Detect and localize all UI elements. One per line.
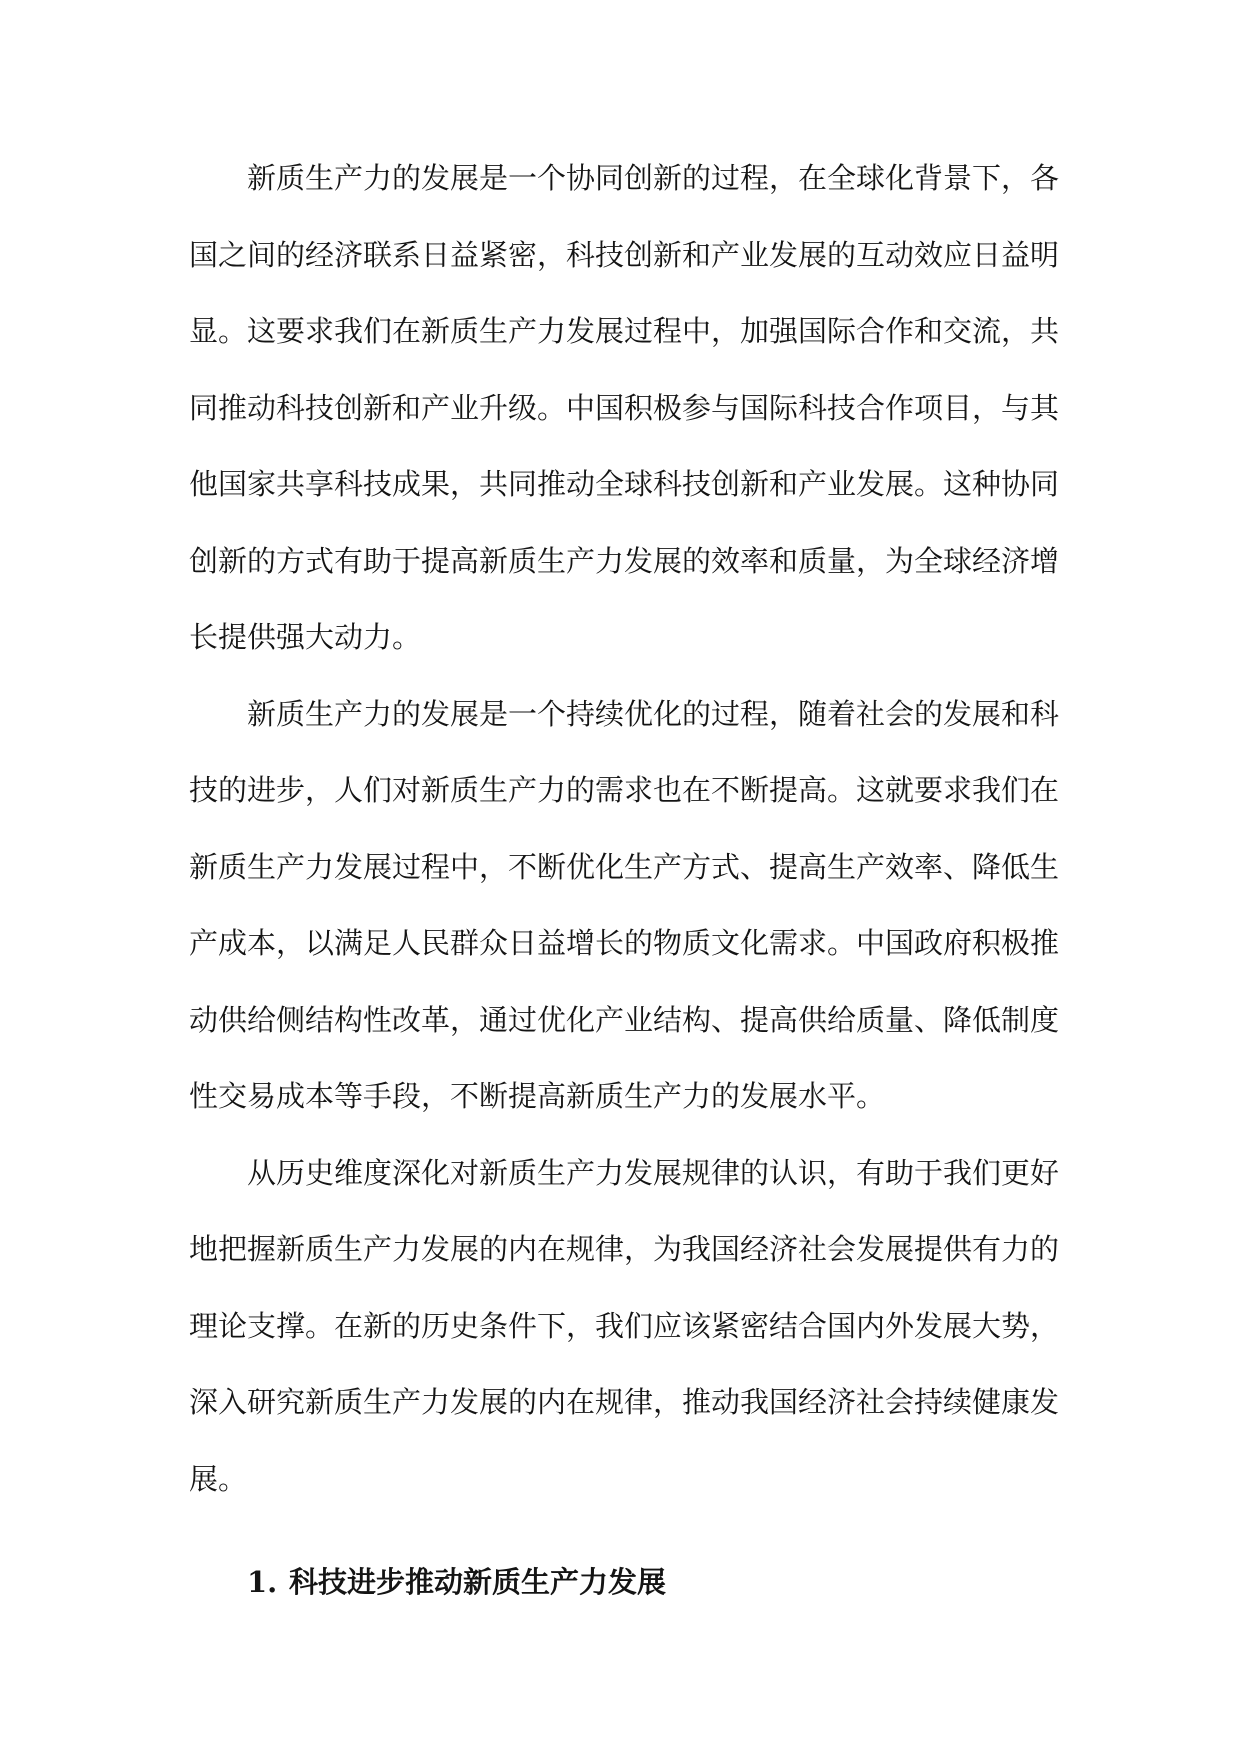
- section-title: 科技进步推动新质生产力发展: [289, 1565, 667, 1599]
- paragraph-line: 国之间的经济联系日益紧密，科技创新和产业发展的互动效应日益明: [189, 237, 1060, 272]
- paragraph-line: 理论支撑。在新的历史条件下，我们应该紧密结合国内外发展大势，: [189, 1308, 1060, 1343]
- section-heading: [247, 1558, 666, 1606]
- paragraph-line: 动供给侧结构性改革，通过优化产业结构、提高供给质量、降低制度: [189, 1002, 1060, 1037]
- body-text: [189, 140, 1060, 1517]
- paragraph-line: 技的进步，人们对新质生产力的需求也在不断提高。这就要求我们在: [189, 773, 1060, 807]
- paragraph-line: 新质生产力的发展是一个持续优化的过程，随着社会的发展和科: [247, 696, 1060, 731]
- paragraph-line: 性交易成本等手段，不断提高新质生产力的发展水平。: [189, 1079, 886, 1113]
- section-number: 1.: [247, 1565, 278, 1599]
- paragraph-line: 深入研究新质生产力发展的内在规律，推动我国经济社会持续健康发: [189, 1385, 1060, 1419]
- paragraph-line: 他国家共享科技成果，共同推动全球科技创新和产业发展。这种协同: [189, 467, 1060, 501]
- paragraph-line: 地把握新质生产力发展的内在规律，为我国经济社会发展提供有力的: [189, 1232, 1060, 1266]
- paragraph-line: 从历史维度深化对新质生产力发展规律的认识，有助于我们更好: [247, 1155, 1060, 1190]
- paragraph-line: 创新的方式有助于提高新质生产力发展的效率和质量，为全球经济增: [189, 543, 1060, 578]
- paragraph-line: 新质生产力的发展是一个协同创新的过程，在全球化背景下，各: [247, 161, 1060, 195]
- paragraph-line: 展。: [189, 1461, 248, 1496]
- paragraph-line: 同推动科技创新和产业升级。中国积极参与国际科技合作项目，与其: [189, 390, 1060, 425]
- paragraph-line: 新质生产力发展过程中，不断优化生产方式、提高生产效率、降低生: [189, 849, 1060, 884]
- paragraph-line: 显。这要求我们在新质生产力发展过程中，加强国际合作和交流，共: [189, 314, 1060, 348]
- paragraph-line: 产成本，以满足人民群众日益增长的物质文化需求。中国政府积极推: [189, 926, 1060, 960]
- paragraph-line: 长提供强大动力。: [189, 620, 422, 654]
